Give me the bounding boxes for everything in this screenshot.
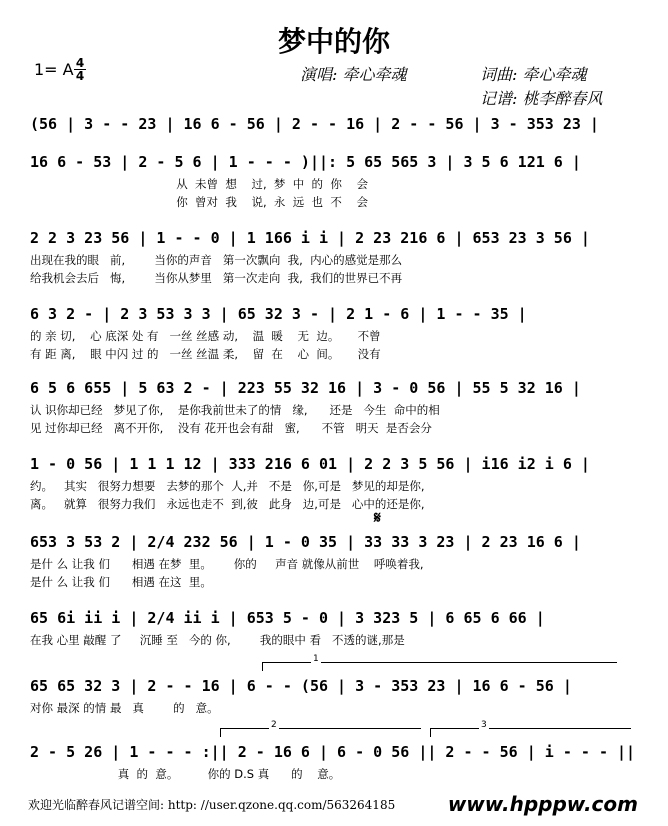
lyric-line-2: 离。 就算 很努力我们 永远也走不 到,彼 此身 边,可是 心中的还是你, (30, 497, 425, 511)
lyric-line-2: 有 距 离, 眼 中闪 过 的 一丝 丝温 柔, 留 在 心 间。 没有 (30, 347, 381, 361)
notes-line: 653 3 53 2 | 2/4 232 56 | 1 - 0 35 | 33 33 3 23 | 2 23 16 6 | (30, 533, 581, 551)
lyric-line-1: 约。 其实 很努力想要 去梦的那个 人,并 不是 你,可是 梦见的却是你, (30, 479, 425, 493)
lyric-line-1: 在我 心里 敲醒 了 沉睡 至 今的 你, 我的眼中 看 不透的谜,那是 (30, 633, 405, 647)
site-watermark: www.hpppw.com (447, 792, 638, 816)
singer-credit: 演唱: 牵心牵魂 (300, 65, 407, 84)
notes-line: 2 2 3 23 56 | 1 - - 0 | 1 166 i i | 2 23 216 6 | 653 23 3 56 | (30, 229, 590, 247)
segno-icon: 𝄋 (374, 508, 381, 527)
key-signature: 1= A (34, 60, 74, 79)
lyric-line-1: 是什 么 让我 们 相遇 在梦 里。 你的 声音 就像从前世 呼唤着我, (30, 557, 424, 571)
lyric-line-1: 的 亲 切, 心 底深 处 有 一丝 丝感 动, 温 暖 无 边。 不曾 (30, 329, 381, 343)
writer-credit: 词曲: 牵心牵魂 (480, 65, 587, 84)
volta-bracket-2 (220, 720, 421, 737)
lyric-line-1: 真 的 意。 你的 D.S 真 的 意。 (30, 767, 341, 781)
notes-line: 65 6i ii i | 2/4 ii i | 653 5 - 0 | 3 323 5 | 6 65 6 66 | (30, 609, 545, 627)
notes-line: 6 5 6 655 | 5 63 2 - | 223 55 32 16 | 3 - 0 56 | 55 5 32 16 | (30, 379, 581, 397)
song-title: 梦中的你 (277, 25, 390, 58)
notes-line: 6 3 2 - | 2 3 53 3 3 | 65 32 3 - | 2 1 - 6 | 1 - - 35 | (30, 305, 527, 323)
lyric-line-2: 给我机会去后 悔, 当你从梦里 第一次走向 我, 我们的世界已不再 (30, 271, 403, 285)
notes-line: 1 - 0 56 | 1 1 1 12 | 333 216 6 01 | 2 2 3 5 56 | i16 i2 i 6 | (30, 455, 590, 473)
volta-number: 3 (481, 720, 487, 730)
volta-number: 1 (313, 654, 319, 664)
lyric-line-1: 从 未曾 想 过, 梦 中 的 你 会 (30, 177, 368, 191)
lyric-line-1: 对你 最深 的情 最 真 的 意。 (30, 701, 219, 715)
notes-line: 16 6 - 53 | 2 - 5 6 | 1 - - - )||: 5 65 565 3 | 3 5 6 121 6 | (30, 153, 581, 171)
transcriber-credit: 记谱: 桃李醉春风 (480, 89, 603, 108)
lyric-line-1: 认 识你却已经 梦见了你, 是你我前世未了的情 缘, 还是 今生 命中的相 (30, 403, 440, 417)
volta-number: 2 (271, 720, 277, 730)
volta-bracket-1 (262, 654, 617, 671)
lyric-line-2: 见 过你却已经 离不开你, 没有 花开也会有甜 蜜, 不管 明天 是否会分 (30, 421, 432, 435)
time-signature-bottom: 4 (75, 69, 85, 83)
notes-line: 2 - 5 26 | 1 - - - :|| 2 - 16 6 | 6 - 0 56 || 2 - - 56 | i - - - || (30, 743, 636, 761)
notes-line: 65 65 32 3 | 2 - - 16 | 6 - - (56 | 3 - 353 23 | 16 6 - 56 | (30, 677, 572, 695)
lyric-line-2: 是什 么 让我 们 相遇 在这 里。 (30, 575, 212, 589)
volta-bracket-3 (430, 720, 631, 737)
time-signature-top: 4 (75, 56, 85, 70)
footer-text: 欢迎光临醉春风记谱空间: http: //user.qzone.qq.com/563264185 (28, 798, 396, 812)
lyric-line-1: 出现在我的眼 前, 当你的声音 第一次飘向 我, 内心的感觉是那么 (30, 253, 403, 267)
time-signature (74, 57, 86, 82)
notes-line: (56 | 3 - - 23 | 16 6 - 56 | 2 - - 16 | 2 - - 56 | 3 - 353 23 | (30, 115, 599, 133)
lyric-line-2: 你 曾对 我 说, 永 远 也 不 会 (30, 195, 368, 209)
